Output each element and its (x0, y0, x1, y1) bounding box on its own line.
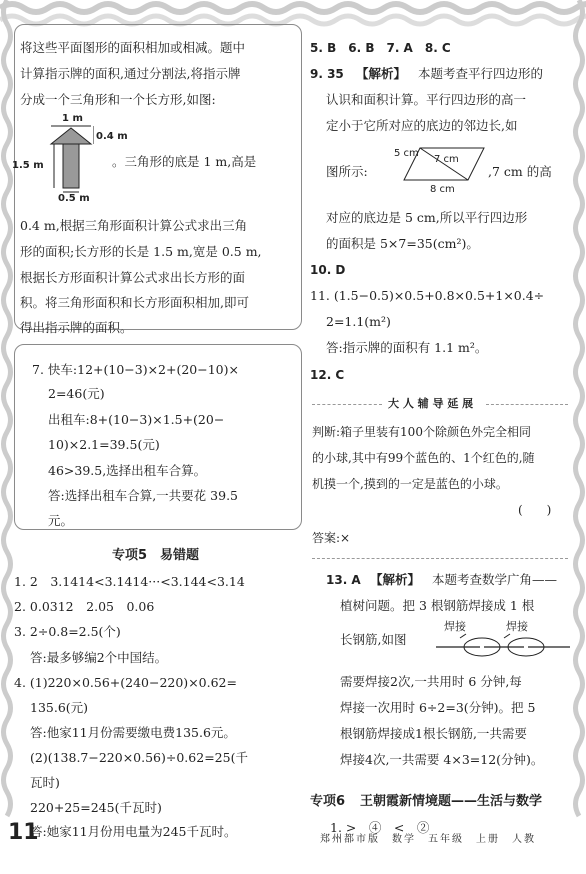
ext-answer: 答案:× (312, 531, 351, 545)
r-q9-text4: 图所示: (326, 164, 368, 179)
r-q13-num: 13. A (326, 573, 361, 587)
q7-line2: 2=46(元) (48, 386, 105, 401)
ext-title: 大 人 辅 导 延 展 (388, 397, 474, 410)
wavy-right-border (572, 0, 586, 874)
sign-figure (48, 124, 94, 194)
q7-line1: 7. 快车:12+(10−3)×2+(20−10)× (32, 362, 239, 377)
q7-line7: 元。 (48, 513, 74, 528)
fig-label-05m: 0.5 m (58, 193, 90, 204)
section-6-title: 王朝霞新情境题——生活与数学 (360, 794, 543, 809)
left-p1: 将这些平面图形的面积相加或相减。题中 (20, 40, 246, 55)
s5-q4-line2: 135.6(元) (30, 700, 89, 715)
footer-text: 郑州都市版 数学 五年级 上册 人教 (320, 834, 536, 845)
r-q9-num: 9. 35 (310, 67, 344, 81)
r-q9-text1: 本题考查平行四边形的 (418, 66, 544, 81)
q7-line6: 答:选择出租车合算,一共要花 39.5 (48, 488, 238, 503)
r-q13-text1: 本题考查数学广角—— (432, 572, 558, 587)
s5-q4-line4: (2)(138.7−220×0.56)÷0.62=25(千 (30, 750, 248, 765)
s5-q4-line6: 220+25=245(千瓦时) (30, 800, 162, 815)
ext-line1: 判断:箱子里装有100个除颜色外完全相同 (312, 425, 531, 439)
ext-paren: ( ) (518, 503, 552, 517)
ext-dash-right (486, 404, 568, 405)
r-q13-text6: 根钢筋焊接成1根长钢筋,一共需要 (340, 726, 527, 741)
s5-q4-line1: 4. (1)220×0.56+(240−220)×0.62= (14, 675, 237, 690)
r-q9-text3: 定小于它所对应的底边的邻边长,如 (326, 118, 518, 133)
r-q11-line1: 11. (1.5−0.5)×0.5+0.8×0.5+1×0.4÷ (310, 288, 545, 303)
fig-label-15m: 1.5 m (12, 160, 44, 171)
weld-label-2: 焊接 (506, 620, 528, 633)
r-q9-text5: ,7 cm 的高 (488, 164, 552, 179)
section-6-label: 专项6 (310, 794, 346, 809)
left-p7: 根据长方形面积计算公式求出长方形的面 (20, 270, 246, 285)
r-q9-text2: 认识和面积计算。平行四边形的高一 (326, 92, 527, 107)
left-p9: 得出指示牌的面积。 (20, 320, 133, 335)
q7-line5: 46>39.5,选择出租车合算。 (48, 463, 207, 478)
r-q12: 12. C (310, 368, 345, 382)
r-q9-text6: 对应的底边是 5 cm,所以平行四边形 (326, 210, 528, 225)
r-q11-line2: 2=1.1(m²) (326, 314, 391, 329)
welding-figure (434, 632, 574, 662)
fig-5cm: 5 cm (394, 148, 419, 159)
r-q9-analysis-tag: 【解析】 (356, 66, 407, 81)
ext-dash-bottom (312, 558, 568, 559)
s5-q4-line5: 瓦时) (30, 775, 60, 790)
s5-q2: 2. 0.0312 2.05 0.06 (14, 599, 155, 614)
fig-7cm: 7 cm (434, 154, 459, 165)
r-answers-5-8: 5. B 6. B 7. A 8. C (310, 41, 451, 55)
s5-q3-answer: 答:最多够编2个中国结。 (30, 650, 168, 665)
s5-q4-line3: 答:他家11月份需要缴电费135.6元。 (30, 725, 236, 740)
left-p6: 形的面积;长方形的长是 1.5 m,宽是 0.5 m, (20, 244, 262, 259)
fig-label-04m: 0.4 m (96, 131, 128, 142)
left-p2: 计算指示牌的面积,通过分割法,将指示牌 (20, 66, 241, 81)
fig-label-1m: 1 m (62, 113, 83, 124)
r-q11-answer: 答:指示牌的面积有 1.1 m²。 (326, 340, 488, 355)
s5-q1: 1. 2 3.1414<3.1414···<3.144<3.14 (14, 574, 245, 589)
q7-line3: 出租车:8+(10−3)×1.5+(20− (48, 412, 225, 427)
r-q9-text7: 的面积是 5×7=35(cm²)。 (326, 236, 479, 251)
ext-line2: 的小球,其中有99个蓝色的、1个红色的,随 (312, 451, 535, 465)
r-q13-text4: 需要焊接2次,一共用时 6 分钟,每 (340, 674, 522, 689)
r-q10: 10. D (310, 263, 346, 277)
ext-dash-left (312, 404, 382, 405)
r-q13-text5: 焊接一次用时 6÷2=3(分钟)。把 5 (340, 700, 536, 715)
r-q13-text2: 植树问题。把 3 根钢筋焊接成 1 根 (340, 598, 535, 613)
q7-line4: 10)×2.1=39.5(元) (48, 437, 160, 452)
left-p5: 0.4 m,根据三角形面积计算公式求出三角 (20, 218, 248, 233)
page-number: 11 (8, 820, 39, 845)
left-p3: 分成一个三角形和一个长方形,如图: (20, 92, 216, 107)
s5-q3: 3. 2÷0.8=2.5(个) (14, 624, 121, 639)
r-q13-text3: 长钢筋,如图 (340, 632, 407, 647)
fig-8cm: 8 cm (430, 184, 455, 195)
s5-q4-line7: 答:她家11月份用电量为245千瓦时。 (30, 824, 237, 839)
wavy-left-border (0, 0, 14, 874)
weld-label-1: 焊接 (444, 620, 466, 633)
r-q13-analysis-tag: 【解析】 (370, 572, 421, 587)
r-q13-text7: 焊接4次,一共需要 4×3=12(分钟)。 (340, 752, 544, 767)
left-p4: 。三角形的底是 1 m,高是 (112, 154, 257, 169)
ext-line3: 机摸一个,摸到的一定是蓝色的小球。 (312, 477, 508, 491)
section-5-title: 专项5 易错题 (112, 548, 200, 563)
s6-q1: 1. > ④ < ② (330, 820, 430, 835)
left-p8: 积。将三角形面积和长方形面积相加,即可 (20, 295, 249, 310)
